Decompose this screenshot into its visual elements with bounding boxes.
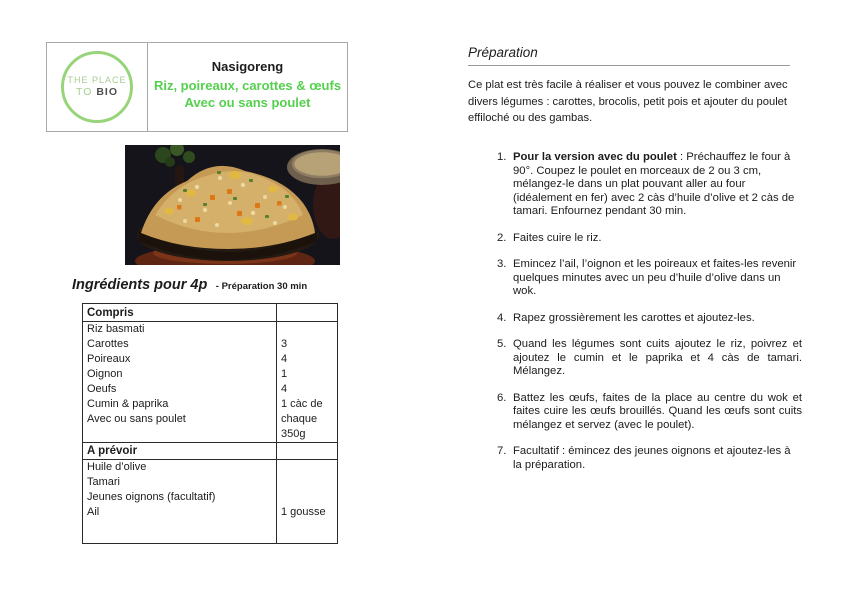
brand-logo-cell: [47, 43, 148, 131]
recipe-subtitle-1: Riz, poireaux, carottes & œufs: [153, 78, 342, 93]
brand-logo-line1: THE PLACE: [67, 74, 127, 85]
ingredient-name: Ail: [87, 506, 100, 518]
step-number: 5.: [497, 338, 507, 350]
step-text: Facultatif : émincez des jeunes oignons et ajoutez-les à la préparation.: [513, 445, 791, 471]
header-card: [46, 42, 348, 132]
ingredient-qty: chaque: [281, 413, 318, 425]
ingredient-name: Jeunes oignons (facultatif): [87, 491, 216, 503]
brand-logo: [61, 51, 133, 123]
section-header-a-prevoir-label: A prévoir: [87, 445, 138, 457]
step-number: 1.: [497, 151, 507, 163]
preparation-heading: Préparation: [468, 45, 538, 60]
section-header-compris-qty-cell: [276, 304, 337, 321]
food-photo: [125, 145, 340, 265]
section-header-a-prevoir-qty-cell: [276, 443, 337, 459]
preparation-steps-list: [497, 151, 802, 485]
ingredient-name: [87, 427, 276, 442]
step-body: : Préchauffez le four à 90°. Coupez le poulet en morceaux de 2 ou 3 cm, mélangez-le dans un plat pouvant aller au four (idéalement en fer) avec 2 càs d’huile d’olive et 2 càs de tamari. Enfournez pendant 30 min.: [513, 151, 795, 217]
step-item-3: [497, 258, 802, 299]
ingredient-qty: [281, 490, 337, 505]
ingredient-name: Tamari: [87, 476, 121, 488]
ingredient-name-column: [83, 460, 276, 543]
step-text: Emincez l’ail, l’oignon et les poireaux et faites-les revenir quelques minutes avec un peu d’huile d’olive dans un wok.: [513, 258, 797, 297]
ingredient-qty: 350g: [281, 428, 306, 440]
ingredient-qty: 1 càc de: [281, 398, 323, 410]
ingredient-qty: 1: [281, 368, 288, 380]
ingredient-name: Carottes: [87, 338, 129, 350]
step-number: 7.: [497, 445, 507, 457]
ingredient-qty: 1 gousse: [281, 506, 326, 518]
ingredient-name: Oeufs: [87, 383, 117, 395]
ingredient-qty: 3: [281, 338, 288, 350]
ingredient-qty: [281, 460, 337, 475]
ingredient-name-column: [83, 322, 276, 442]
ingredient-name: Riz basmati: [87, 323, 145, 335]
section-compris-body: [83, 322, 337, 442]
step-item-1: [497, 151, 802, 219]
ingredients-heading: [72, 276, 307, 294]
ingredient-name: Oignon: [87, 368, 123, 380]
step-text: Quand les légumes sont cuits ajoutez le riz, poivrez et ajoutez le cumin et le paprika et 4 càs de tamari. Mélangez.: [513, 338, 802, 377]
brand-logo-to: TO: [76, 86, 93, 99]
step-number: 2.: [497, 231, 507, 244]
section-a-prevoir-body: [83, 460, 337, 543]
step-item-5: [497, 338, 802, 379]
step-text: Rapez grossièrement les carottes et ajoutez-les.: [513, 311, 755, 324]
section-header-compris: [83, 304, 337, 322]
step-text: Faites cuire le riz.: [513, 231, 602, 244]
recipe-title-cell: [148, 43, 347, 131]
preparation-intro: Ce plat est très facile à réaliser et vous pouvez le combiner avec divers légumes : carottes, brocolis, petit pois et ajouter du poulet effiloché ou des gambas.: [468, 79, 788, 124]
step-item-6: [497, 392, 802, 433]
step-number: 4.: [497, 311, 507, 324]
ingredient-name: Poireaux: [87, 353, 131, 365]
step-number: 3.: [497, 258, 507, 270]
ingredients-table: [82, 303, 338, 544]
recipe-title: Nasigoreng: [211, 59, 284, 74]
ingredient-qty-column: [276, 322, 337, 442]
ingredient-qty: [281, 322, 337, 337]
step-item-7: [497, 445, 802, 472]
section-header-compris-label: Compris: [87, 306, 134, 319]
recipe-subtitle-2: Avec ou sans poulet: [184, 95, 311, 110]
ingredients-heading-main: Ingrédients pour 4p: [72, 277, 208, 293]
ingredient-qty: 4: [281, 353, 288, 365]
step-item-2: [497, 232, 802, 246]
section-header-a-prevoir: [83, 442, 337, 460]
step-text: [513, 151, 802, 219]
ingredient-name: Cumin & paprika: [87, 398, 169, 410]
ingredient-qty: 4: [281, 383, 288, 395]
step-item-4: [497, 312, 802, 326]
step-text: Battez les œufs, faites de la place au centre du wok et faites cuire les œufs brouillés. Quand les œufs sont cuits mélangez et servez (avec le poulet).: [513, 391, 802, 431]
ingredient-name: Avec ou sans poulet: [87, 413, 186, 425]
ingredient-qty: [281, 475, 337, 490]
preparation-heading-rule: [468, 65, 790, 66]
brand-logo-bio: BIO: [96, 86, 118, 99]
step-bold-lead: Pour la version avec du poulet: [513, 151, 677, 163]
ingredients-heading-suffix: - Préparation 30 min: [215, 281, 308, 292]
food-photo-illustration: [125, 145, 340, 265]
brand-logo-line2: [76, 86, 118, 99]
ingredient-qty-column: [276, 460, 337, 543]
ingredient-name: Huile d’olive: [87, 461, 147, 473]
step-number: 6.: [497, 391, 507, 404]
